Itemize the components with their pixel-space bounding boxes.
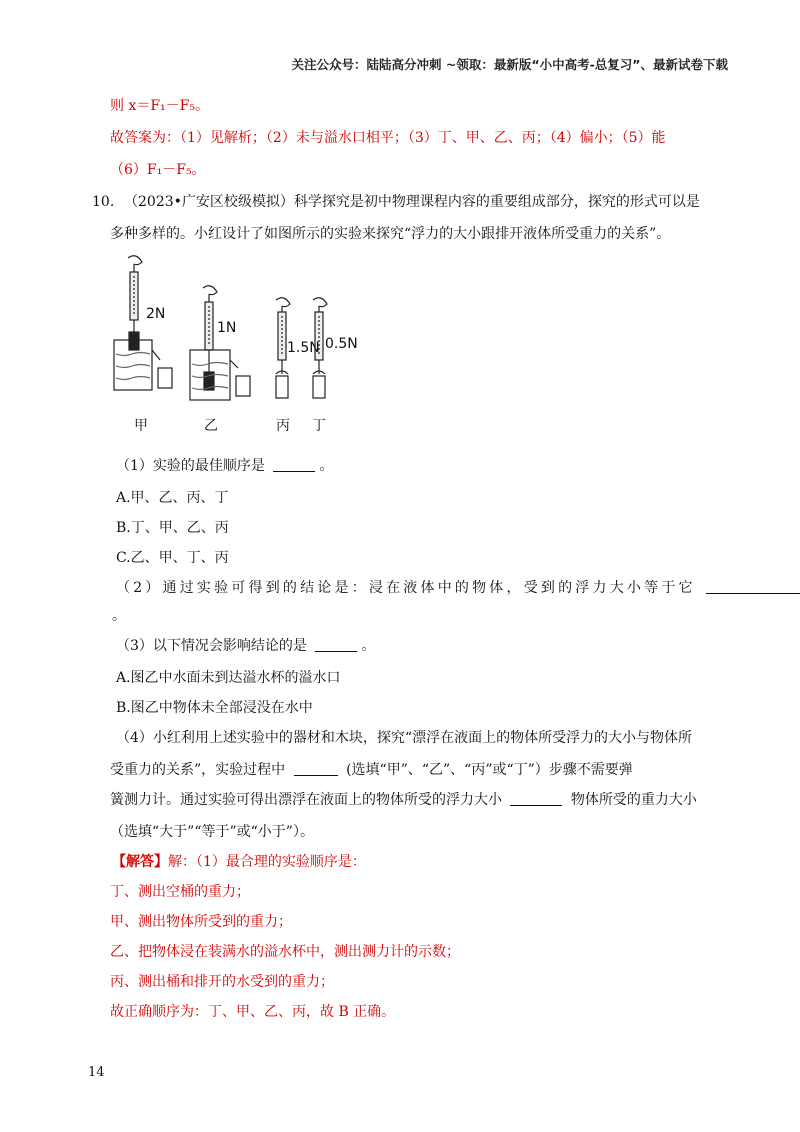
label-bing: 丙 — [276, 418, 290, 434]
option-1b: B.丁、甲、乙、丙 — [116, 520, 229, 536]
answer-line-1-text: 解：（1）最合理的实验顺序是： — [168, 854, 366, 870]
sub-question-2-end: 。 — [112, 608, 126, 624]
sub-question-4-line-2a: 受重力的关系”，实验过程中 — [110, 762, 286, 778]
reading-jia: 2N — [146, 306, 166, 322]
label-ding: 丁 — [312, 418, 326, 434]
prev-answer-line-2: 故答案为：（1）见解析；（2）未与溢水口相平；（3）丁、甲、乙、丙；（4）偏小；（5）能 — [110, 130, 666, 146]
sub-question-3-end: 。 — [361, 638, 376, 654]
question-number: 10. — [92, 194, 115, 210]
page-header: 关注公众号：陆陆高分冲刺 ~领取：最新版“小中高考-总复习”、最新试卷下载 — [291, 57, 728, 72]
sub-question-3-text: （3）以下情况会影响结论的是 — [116, 638, 307, 654]
experiment-figure — [100, 250, 380, 440]
answer-blank-1[interactable] — [273, 457, 315, 472]
answer-blank-4a[interactable] — [294, 761, 338, 776]
answer-line-4: 乙、把物体浸在装满水的溢水杯中，测出测力计的示数； — [110, 944, 460, 960]
sub-question-2 — [116, 578, 800, 598]
answer-blank-3[interactable] — [315, 637, 357, 652]
answer-line-2: 丁、测出空桶的重力； — [110, 884, 250, 900]
sub-question-1-text: （1）实验的最佳顺序是 — [116, 458, 265, 474]
sub-question-1-end: 。 — [319, 458, 334, 474]
option-3a: A.图乙中水面未到达溢水杯的溢水口 — [116, 670, 341, 686]
answer-tag: 【解答】 — [112, 854, 168, 870]
sub-question-1 — [116, 456, 333, 476]
page-number: 14 — [88, 1065, 105, 1080]
sub-question-4-line-2 — [110, 760, 633, 780]
option-3b: B.图乙中物体未全部浸没在水中 — [116, 700, 313, 716]
prev-answer-line-3: （6）F₁－F₅。 — [110, 162, 206, 178]
option-1c: C.乙、甲、丁、丙 — [116, 550, 229, 566]
reading-ding: 0.5N — [325, 336, 358, 352]
label-jia: 甲 — [134, 418, 148, 434]
sub-question-4-line-2b: (选填“甲”、“乙”、“丙”或“丁”）步骤不需要弹 — [346, 762, 633, 778]
answer-line-1 — [112, 852, 366, 872]
answer-line-6: 故正确顺序为：丁、甲、乙、丙，故 B 正确。 — [110, 1004, 396, 1020]
option-1a: A.甲、乙、丙、丁 — [116, 490, 229, 506]
answer-line-3: 甲、测出物体所受到的重力； — [110, 914, 292, 930]
sub-question-2-text: （2）通过实验可得到的结论是：浸在液体中的物体，受到的浮力大小等于它 — [116, 580, 696, 596]
sub-question-4-line-3a: 簧测力计。通过实验可得出漂浮在液面上的物体所受的浮力大小 — [110, 792, 502, 808]
sub-question-4-line-3b: 物体所受的重力大小 — [570, 792, 697, 808]
reading-yi: 1N — [217, 320, 237, 336]
sub-question-3 — [116, 636, 375, 656]
prev-answer-line-1: 则 x＝F₁－F₅。 — [110, 98, 209, 114]
sub-question-4-line-3 — [110, 790, 697, 810]
question-stem-1: （2023•广安区校级模拟）科学探究是初中物理课程内容的重要组成部分，探究的形式可以是 — [124, 194, 700, 210]
label-yi: 乙 — [204, 418, 218, 434]
answer-blank-2[interactable] — [706, 579, 800, 594]
answer-line-5: 丙、测出桶和排开的水受到的重力； — [110, 974, 334, 990]
sub-question-4-line-1: （4）小红利用上述实验中的器材和木块，探究“漂浮在液面上的物体所受浮力的大小与物体所 — [116, 730, 693, 746]
reading-bing: 1.5N — [287, 340, 320, 356]
question-stem-2: 多种多样的。小红设计了如图所示的实验来探究“浮力的大小跟排开液体所受重力的关系”。 — [110, 226, 671, 242]
sub-question-4-line-4: （选填“大于”“等于”或“小于”）。 — [110, 824, 314, 840]
answer-blank-4b[interactable] — [510, 791, 562, 806]
